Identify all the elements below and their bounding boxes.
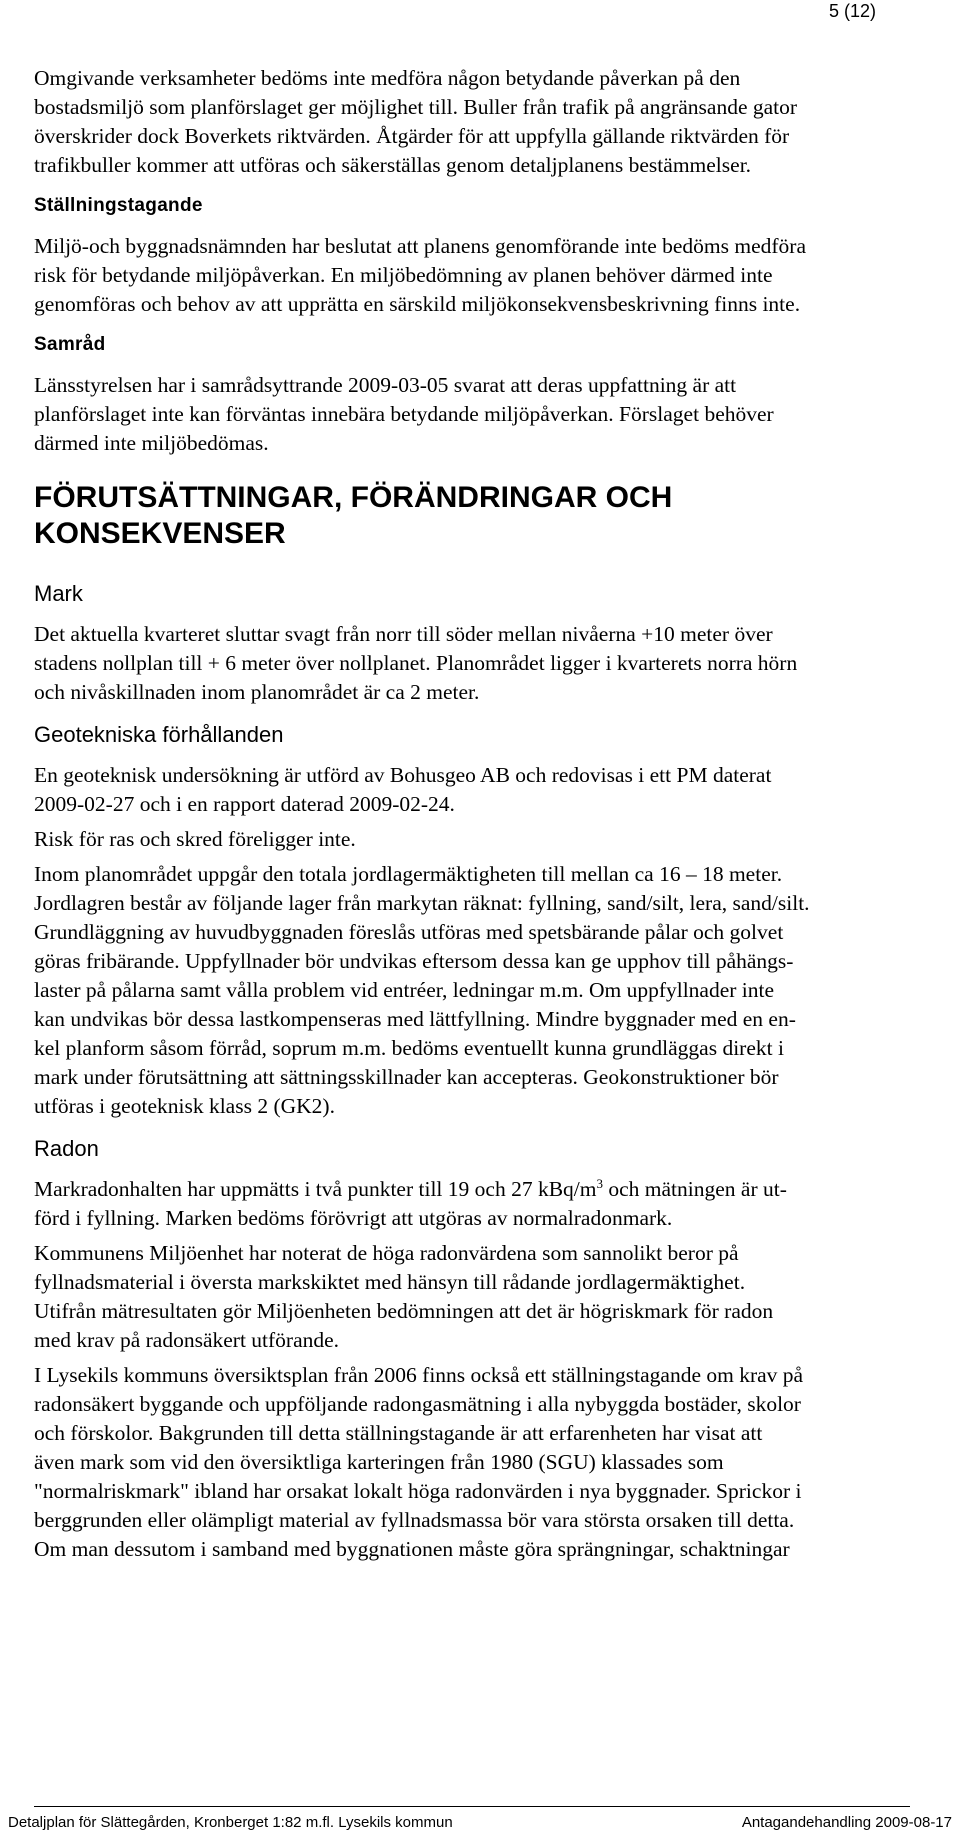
radon-paragraph-2: Kommunens Miljöenhet har noterat de höga radonvärdena som sannolikt beror på fyllnadsmaterial i översta markskiktet med hänsyn till rådande jordlagermäktighet. Utifrån mätresultaten gör Miljöenheten bedömningen att det är högriskmark för radon med krav på radonsäkert utförande.	[34, 1241, 774, 1352]
intro-paragraph: Omgivande verksamheter bedöms inte medföra någon betydande påverkan på den bostadsmiljö som planförslaget ger möjlighet till. Buller från trafik på angränsande gator överskrider dock Boverkets riktvärden. Åtgärder för att uppfylla gällande riktvärden för trafikbuller kommer att utföras och säkerställas genom detaljplanens bestämmelser.	[34, 66, 798, 177]
radon-heading: Radon	[34, 1136, 99, 1161]
page-number: 5 (12)	[828, 1, 876, 21]
footer-divider	[34, 1806, 910, 1807]
radon-paragraph-1-start: Markradonhalten har uppmätts i två punkter till 19 och 27 kBq/m	[34, 1177, 597, 1201]
stallningstagande-heading: Ställningstagande	[34, 195, 203, 216]
mark-paragraph: Det aktuella kvarteret sluttar svagt från norr till söder mellan nivåerna +10 meter över stadens nollplan till + 6 meter över nollplanet. Planområdet ligger i kvarterets norra hörn och nivåskillnaden inom planområdet är ca 2 meter.	[34, 622, 798, 704]
radon-paragraph-3: I Lysekils kommuns översiktsplan från 2006 finns också ett ställningstagande om krav på radonsäkert byggande och uppföljande radongasmätning i alla nybyggda bostäder, skolor och förskolor. Bakgrunden till detta ställningstagande är att erfarenheten har visat att även mark som vid den översiktliga karteringen från 1980 (SGU) klassades som "normalriskmark" ibland har orsakat lokalt höga radonvärden i nya byggnader. Sprickor i berggrunden eller olämpligt material av fyllnadsmassa bör vara största orsaken till detta. Om man dessutom i samband med byggnationen måste göra sprängningar, schaktningar	[34, 1363, 804, 1561]
major-section-heading: FÖRUTSÄTTNINGAR, FÖRÄNDRINGAR OCH KONSEKVENSER	[34, 481, 673, 550]
geotekniska-heading: Geotekniska förhållanden	[34, 722, 284, 747]
radon-paragraph-1-end: och mätningen är ut- förd i fyllning. Marken bedöms förövrigt att utgöras av normalradonmark.	[34, 1177, 787, 1230]
geo-paragraph-1: En geoteknisk undersökning är utförd av Bohusgeo AB och redovisas i ett PM daterat 2009-02-27 och i en rapport daterad 2009-02-24.	[34, 763, 772, 816]
footer-status-date: Antagandehandling 2009-08-17	[741, 1814, 952, 1831]
radon-paragraph-1	[34, 1175, 910, 1233]
geo-paragraph-3: Inom planområdet uppgår den totala jordlagermäktigheten till mellan ca 16 – 18 meter. Jordlagren består av följande lager från markytan räknat: fyllning, sand/silt, lera, sand/silt. Grundläggning av huvudbyggnaden föreslås utföras med spetsbärande pålar och golvet göras fribärande. Uppfyllnader bör undvikas eftersom dessa kan ge upphov till påhängs- laster på pålarna samt vålla problem vid entréer, ledningar m.m. Om uppfyllnader inte kan undvikas bör dessa lastkompenseras med lättfyllning. Mindre byggnader med en en- kel planform såsom förråd, soprum m.m. bedöms eventuellt kunna grundläggas direkt i mark under förutsättning att sättningsskillnader kan accepteras. Geokonstruktioner bör utföras i geoteknisk klass 2 (GK2).	[34, 862, 810, 1118]
stallningstagande-paragraph: Miljö-och byggnadsnämnden har beslutat att planens genomförande inte bedöms medföra risk för betydande miljöpåverkan. En miljöbedömning av planen behöver därmed inte genomföras och behov av att upprätta en särskild miljökonsekvensbeskrivning finns inte.	[34, 234, 806, 316]
document-body	[34, 64, 910, 1578]
geo-paragraph-2: Risk för ras och skred föreligger inte.	[34, 827, 356, 851]
samrad-paragraph: Länsstyrelsen har i samrådsyttrande 2009-03-05 svarat att deras uppfattning är att planförslaget inte kan förväntas innebära betydande miljöpåverkan. Förslaget behöver därmed inte miljöbedömas.	[34, 373, 774, 455]
superscript-3: 3	[596, 1175, 603, 1191]
samrad-heading: Samråd	[34, 334, 106, 355]
footer-document-title: Detaljplan för Slättegården, Kronberget 1:82 m.fl. Lysekils kommun	[8, 1814, 453, 1831]
mark-heading: Mark	[34, 581, 83, 606]
